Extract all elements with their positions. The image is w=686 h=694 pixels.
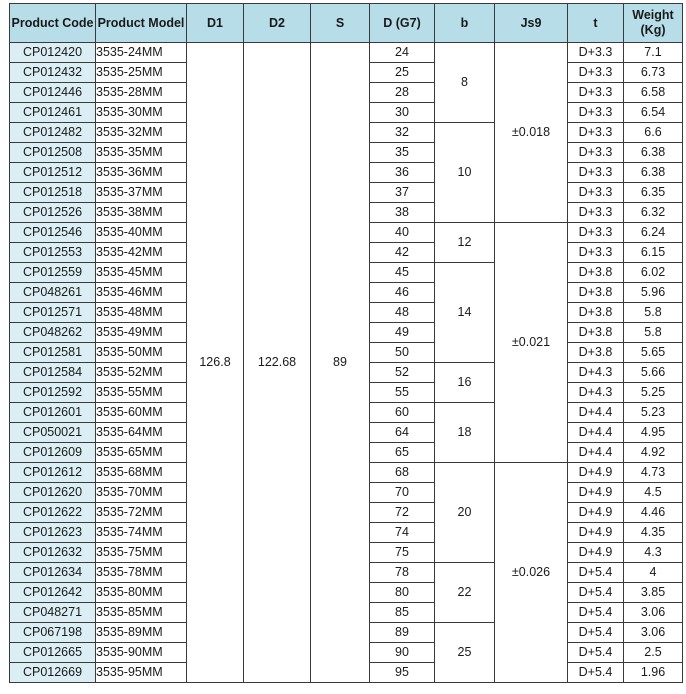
product-model-cell: 3535-90MM	[96, 643, 187, 663]
d-g7-cell: 80	[370, 583, 435, 603]
d-g7-cell: 36	[370, 163, 435, 183]
product-model-cell: 3535-38MM	[96, 203, 187, 223]
weight-cell: 6.6	[624, 123, 683, 143]
product-code-cell: CP012665	[10, 643, 96, 663]
weight-cell: 4.92	[624, 443, 683, 463]
t-cell: D+3.8	[568, 343, 624, 363]
b-cell: 8	[435, 43, 495, 123]
spec-table-body	[10, 43, 683, 683]
product-code-cell: CP012461	[10, 103, 96, 123]
d-g7-cell: 30	[370, 103, 435, 123]
product-model-cell: 3535-50MM	[96, 343, 187, 363]
weight-cell: 3.85	[624, 583, 683, 603]
t-cell: D+3.3	[568, 43, 624, 63]
product-model-cell: 3535-85MM	[96, 603, 187, 623]
d-g7-cell: 64	[370, 423, 435, 443]
d-g7-cell: 90	[370, 643, 435, 663]
product-code-cell: CP012420	[10, 43, 96, 63]
weight-cell: 7.1	[624, 43, 683, 63]
t-cell: D+5.4	[568, 623, 624, 643]
product-model-cell: 3535-32MM	[96, 123, 187, 143]
weight-cell: 5.8	[624, 303, 683, 323]
t-cell: D+3.8	[568, 303, 624, 323]
b-cell: 18	[435, 403, 495, 463]
header-d2: D2	[244, 4, 311, 43]
t-cell: D+4.4	[568, 443, 624, 463]
product-code-cell: CP012612	[10, 463, 96, 483]
weight-cell: 6.58	[624, 83, 683, 103]
d-g7-cell: 72	[370, 503, 435, 523]
t-cell: D+5.4	[568, 563, 624, 583]
product-code-cell: CP012512	[10, 163, 96, 183]
d-g7-cell: 78	[370, 563, 435, 583]
weight-cell: 1.96	[624, 663, 683, 683]
product-model-cell: 3535-45MM	[96, 263, 187, 283]
weight-cell: 5.8	[624, 323, 683, 343]
d-g7-cell: 68	[370, 463, 435, 483]
d-g7-cell: 50	[370, 343, 435, 363]
product-model-cell: 3535-49MM	[96, 323, 187, 343]
weight-cell: 4.73	[624, 463, 683, 483]
t-cell: D+3.3	[568, 143, 624, 163]
d2-cell: 122.68	[244, 43, 311, 683]
t-cell: D+3.8	[568, 283, 624, 303]
product-code-cell: CP012634	[10, 563, 96, 583]
d-g7-cell: 52	[370, 363, 435, 383]
weight-cell: 5.65	[624, 343, 683, 363]
product-code-cell: CP012592	[10, 383, 96, 403]
product-model-cell: 3535-75MM	[96, 543, 187, 563]
product-model-cell: 3535-24MM	[96, 43, 187, 63]
header-d1: D1	[187, 4, 244, 43]
weight-cell: 5.23	[624, 403, 683, 423]
product-code-cell: CP048261	[10, 283, 96, 303]
b-cell: 10	[435, 123, 495, 223]
product-code-cell: CP012601	[10, 403, 96, 423]
product-model-cell: 3535-60MM	[96, 403, 187, 423]
product-model-cell: 3535-37MM	[96, 183, 187, 203]
weight-cell: 3.06	[624, 623, 683, 643]
weight-cell: 4.3	[624, 543, 683, 563]
product-code-cell: CP048271	[10, 603, 96, 623]
product-code-cell: CP050021	[10, 423, 96, 443]
t-cell: D+3.3	[568, 203, 624, 223]
weight-cell: 4	[624, 563, 683, 583]
d-g7-cell: 89	[370, 623, 435, 643]
d-g7-cell: 95	[370, 663, 435, 683]
product-model-cell: 3535-42MM	[96, 243, 187, 263]
product-model-cell: 3535-48MM	[96, 303, 187, 323]
product-code-cell: CP012518	[10, 183, 96, 203]
product-model-cell: 3535-52MM	[96, 363, 187, 383]
d-g7-cell: 48	[370, 303, 435, 323]
weight-cell: 6.35	[624, 183, 683, 203]
t-cell: D+5.4	[568, 603, 624, 623]
product-code-cell: CP012584	[10, 363, 96, 383]
d-g7-cell: 46	[370, 283, 435, 303]
product-code-cell: CP012642	[10, 583, 96, 603]
product-code-cell: CP012526	[10, 203, 96, 223]
product-code-cell: CP012623	[10, 523, 96, 543]
js9-cell: ±0.018	[495, 43, 568, 223]
d-g7-cell: 75	[370, 543, 435, 563]
d-g7-cell: 65	[370, 443, 435, 463]
t-cell: D+3.3	[568, 103, 624, 123]
t-cell: D+4.9	[568, 463, 624, 483]
weight-cell: 5.25	[624, 383, 683, 403]
d-g7-cell: 85	[370, 603, 435, 623]
b-cell: 22	[435, 563, 495, 623]
product-model-cell: 3535-89MM	[96, 623, 187, 643]
d-g7-cell: 42	[370, 243, 435, 263]
product-model-cell: 3535-35MM	[96, 143, 187, 163]
d-g7-cell: 70	[370, 483, 435, 503]
t-cell: D+5.4	[568, 583, 624, 603]
product-model-cell: 3535-72MM	[96, 503, 187, 523]
t-cell: D+4.9	[568, 483, 624, 503]
d-g7-cell: 28	[370, 83, 435, 103]
product-model-cell: 3535-68MM	[96, 463, 187, 483]
d-g7-cell: 55	[370, 383, 435, 403]
d-g7-cell: 24	[370, 43, 435, 63]
t-cell: D+4.9	[568, 543, 624, 563]
weight-cell: 6.54	[624, 103, 683, 123]
header-t: t	[568, 4, 624, 43]
weight-cell: 3.06	[624, 603, 683, 623]
t-cell: D+3.3	[568, 183, 624, 203]
js9-cell: ±0.026	[495, 463, 568, 683]
header-weight: Weight (Kg)	[624, 4, 683, 43]
product-model-cell: 3535-78MM	[96, 563, 187, 583]
weight-cell: 4.5	[624, 483, 683, 503]
weight-cell: 4.46	[624, 503, 683, 523]
product-model-cell: 3535-25MM	[96, 63, 187, 83]
t-cell: D+4.4	[568, 403, 624, 423]
header-product-model: Product Model	[96, 4, 187, 43]
product-model-cell: 3535-74MM	[96, 523, 187, 543]
header-s: S	[311, 4, 370, 43]
product-code-cell: CP012559	[10, 263, 96, 283]
product-code-cell: CP012553	[10, 243, 96, 263]
d-g7-cell: 32	[370, 123, 435, 143]
weight-cell: 2.5	[624, 643, 683, 663]
t-cell: D+4.3	[568, 363, 624, 383]
product-code-cell: CP012620	[10, 483, 96, 503]
product-model-cell: 3535-55MM	[96, 383, 187, 403]
spec-table	[9, 3, 683, 683]
header-product-code: Product Code	[10, 4, 96, 43]
weight-cell: 5.96	[624, 283, 683, 303]
d-g7-cell: 45	[370, 263, 435, 283]
product-code-cell: CP012546	[10, 223, 96, 243]
product-model-cell: 3535-30MM	[96, 103, 187, 123]
t-cell: D+3.8	[568, 323, 624, 343]
product-model-cell: 3535-64MM	[96, 423, 187, 443]
d1-cell: 126.8	[187, 43, 244, 683]
b-cell: 25	[435, 623, 495, 683]
product-code-cell: CP012571	[10, 303, 96, 323]
product-code-cell: CP012581	[10, 343, 96, 363]
t-cell: D+3.3	[568, 223, 624, 243]
d-g7-cell: 49	[370, 323, 435, 343]
product-code-cell: CP048262	[10, 323, 96, 343]
product-model-cell: 3535-46MM	[96, 283, 187, 303]
t-cell: D+3.8	[568, 263, 624, 283]
d-g7-cell: 60	[370, 403, 435, 423]
t-cell: D+3.3	[568, 123, 624, 143]
weight-cell: 4.35	[624, 523, 683, 543]
t-cell: D+4.9	[568, 503, 624, 523]
weight-cell: 6.24	[624, 223, 683, 243]
product-model-cell: 3535-28MM	[96, 83, 187, 103]
d-g7-cell: 35	[370, 143, 435, 163]
d-g7-cell: 25	[370, 63, 435, 83]
product-code-cell: CP012432	[10, 63, 96, 83]
spec-table-container	[9, 3, 683, 683]
d-g7-cell: 40	[370, 223, 435, 243]
header-js9: Js9	[495, 4, 568, 43]
d-g7-cell: 74	[370, 523, 435, 543]
product-code-cell: CP012622	[10, 503, 96, 523]
t-cell: D+3.3	[568, 63, 624, 83]
product-model-cell: 3535-80MM	[96, 583, 187, 603]
weight-cell: 6.32	[624, 203, 683, 223]
weight-cell: 6.73	[624, 63, 683, 83]
t-cell: D+5.4	[568, 643, 624, 663]
weight-cell: 4.95	[624, 423, 683, 443]
t-cell: D+3.3	[568, 163, 624, 183]
t-cell: D+3.3	[568, 83, 624, 103]
b-cell: 12	[435, 223, 495, 263]
t-cell: D+4.3	[568, 383, 624, 403]
product-code-cell: CP012632	[10, 543, 96, 563]
product-code-cell: CP012609	[10, 443, 96, 463]
header-d-g7: D (G7)	[370, 4, 435, 43]
product-model-cell: 3535-36MM	[96, 163, 187, 183]
t-cell: D+3.3	[568, 243, 624, 263]
product-code-cell: CP012446	[10, 83, 96, 103]
product-model-cell: 3535-70MM	[96, 483, 187, 503]
weight-cell: 6.15	[624, 243, 683, 263]
js9-cell: ±0.021	[495, 223, 568, 463]
product-model-cell: 3535-40MM	[96, 223, 187, 243]
product-model-cell: 3535-65MM	[96, 443, 187, 463]
t-cell: D+4.4	[568, 423, 624, 443]
d-g7-cell: 37	[370, 183, 435, 203]
d-g7-cell: 38	[370, 203, 435, 223]
product-code-cell: CP067198	[10, 623, 96, 643]
table-row	[10, 43, 683, 63]
t-cell: D+4.9	[568, 523, 624, 543]
weight-cell: 6.38	[624, 143, 683, 163]
product-model-cell: 3535-95MM	[96, 663, 187, 683]
b-cell: 20	[435, 463, 495, 563]
t-cell: D+5.4	[568, 663, 624, 683]
b-cell: 14	[435, 263, 495, 363]
weight-cell: 6.02	[624, 263, 683, 283]
b-cell: 16	[435, 363, 495, 403]
product-code-cell: CP012482	[10, 123, 96, 143]
s-cell: 89	[311, 43, 370, 683]
header-b: b	[435, 4, 495, 43]
header-row	[10, 4, 683, 43]
weight-cell: 5.66	[624, 363, 683, 383]
product-code-cell: CP012669	[10, 663, 96, 683]
product-code-cell: CP012508	[10, 143, 96, 163]
weight-cell: 6.38	[624, 163, 683, 183]
